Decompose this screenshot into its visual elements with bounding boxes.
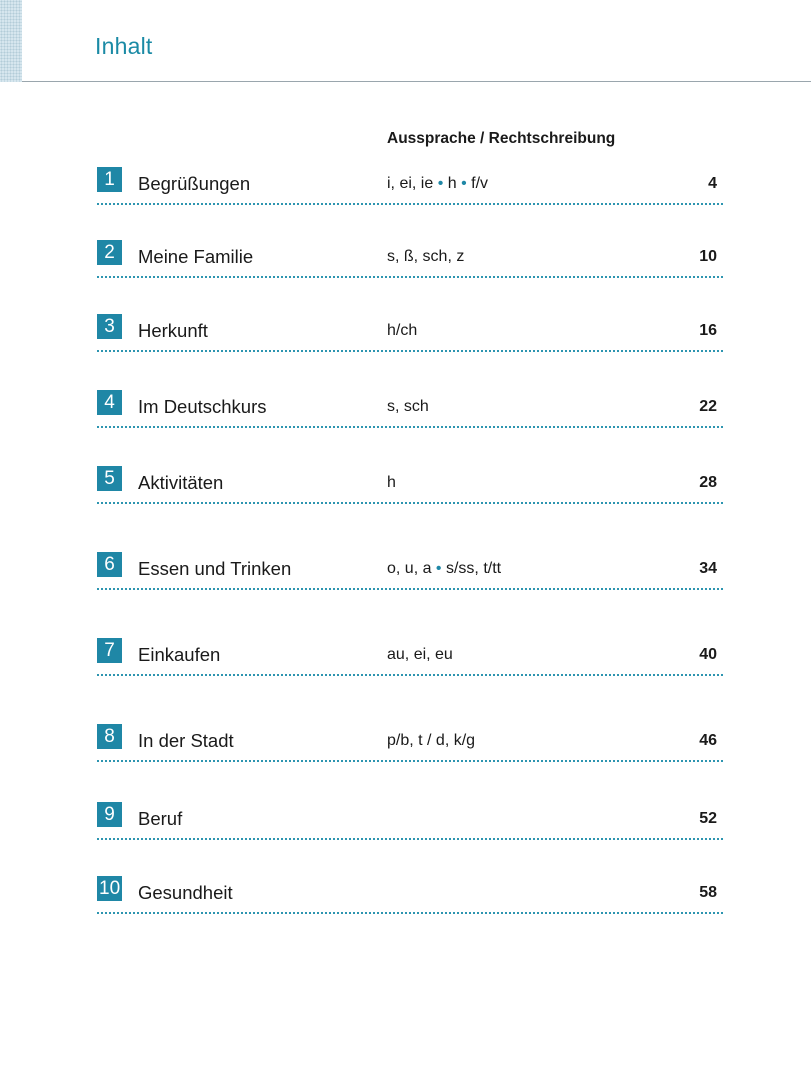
toc-row-1[interactable] (97, 167, 723, 205)
chapter-number-badge: 1 (97, 167, 122, 192)
toc-row-4[interactable] (97, 390, 723, 428)
bullet-separator-icon: • (461, 175, 467, 192)
bullet-separator-icon: • (435, 560, 442, 577)
chapter-pronunciation: au, ei, eu (387, 646, 453, 663)
chapter-title: Gesundheit (138, 882, 233, 903)
chapter-pronunciation: i, ei, ie • h • f/v (387, 175, 489, 192)
chapter-number-badge: 5 (97, 466, 122, 491)
toc-row-9[interactable] (97, 802, 723, 840)
chapter-title: Essen und Trinken (138, 558, 292, 579)
toc-row-6[interactable] (97, 552, 723, 590)
chapter-page-number: 22 (699, 398, 717, 415)
toc-row-5[interactable] (97, 466, 723, 504)
chapter-page-number: 40 (699, 646, 717, 663)
chapter-title: Meine Familie (138, 246, 254, 267)
chapter-number-badge: 3 (97, 314, 122, 339)
chapter-page-number: 10 (699, 248, 717, 265)
corner-pattern (0, 0, 22, 82)
toc-row-8[interactable] (97, 724, 723, 762)
header-divider (22, 81, 811, 82)
toc-row-10[interactable] (97, 876, 723, 914)
chapter-number-badge: 9 (97, 802, 122, 827)
toc-row-3[interactable] (97, 314, 723, 352)
chapter-pronunciation: o, u, a • s/ss, t/tt (387, 560, 502, 577)
page-title: Inhalt (95, 33, 153, 59)
chapter-title: Im Deutschkurs (138, 396, 267, 417)
chapter-pronunciation: h (387, 474, 396, 491)
chapter-number-badge: 7 (97, 638, 122, 663)
column-header-pronunciation: Aussprache / Rechtschreibung (387, 130, 616, 147)
chapter-page-number: 16 (699, 322, 717, 339)
chapter-title: In der Stadt (138, 730, 234, 751)
chapter-pronunciation: s, sch (387, 398, 429, 415)
chapter-number-badge: 6 (97, 552, 122, 577)
chapter-pronunciation: p/b, t / d, k/g (387, 732, 476, 749)
chapter-title: Aktivitäten (138, 472, 224, 493)
chapter-pronunciation: s, ß, sch, z (387, 248, 465, 265)
toc-row-2[interactable] (97, 240, 723, 278)
chapter-title: Beruf (138, 808, 183, 829)
chapter-number-badge: 8 (97, 724, 122, 749)
chapter-number-badge: 4 (97, 390, 122, 415)
bullet-separator-icon: • (437, 175, 444, 192)
chapter-title: Einkaufen (138, 644, 221, 665)
chapter-page-number: 28 (699, 474, 717, 491)
chapter-number-badge: 10 (99, 878, 121, 899)
chapter-page-number: 4 (708, 175, 717, 192)
chapter-pronunciation: h/ch (387, 322, 418, 339)
chapter-number-badge: 2 (97, 240, 122, 265)
chapter-page-number: 34 (699, 560, 717, 577)
chapter-title: Herkunft (138, 320, 208, 341)
chapter-page-number: 52 (699, 810, 717, 827)
chapter-page-number: 58 (699, 884, 717, 901)
chapter-page-number: 46 (699, 732, 717, 749)
chapter-title: Begrüßungen (138, 173, 251, 194)
toc-row-7[interactable] (97, 638, 723, 676)
